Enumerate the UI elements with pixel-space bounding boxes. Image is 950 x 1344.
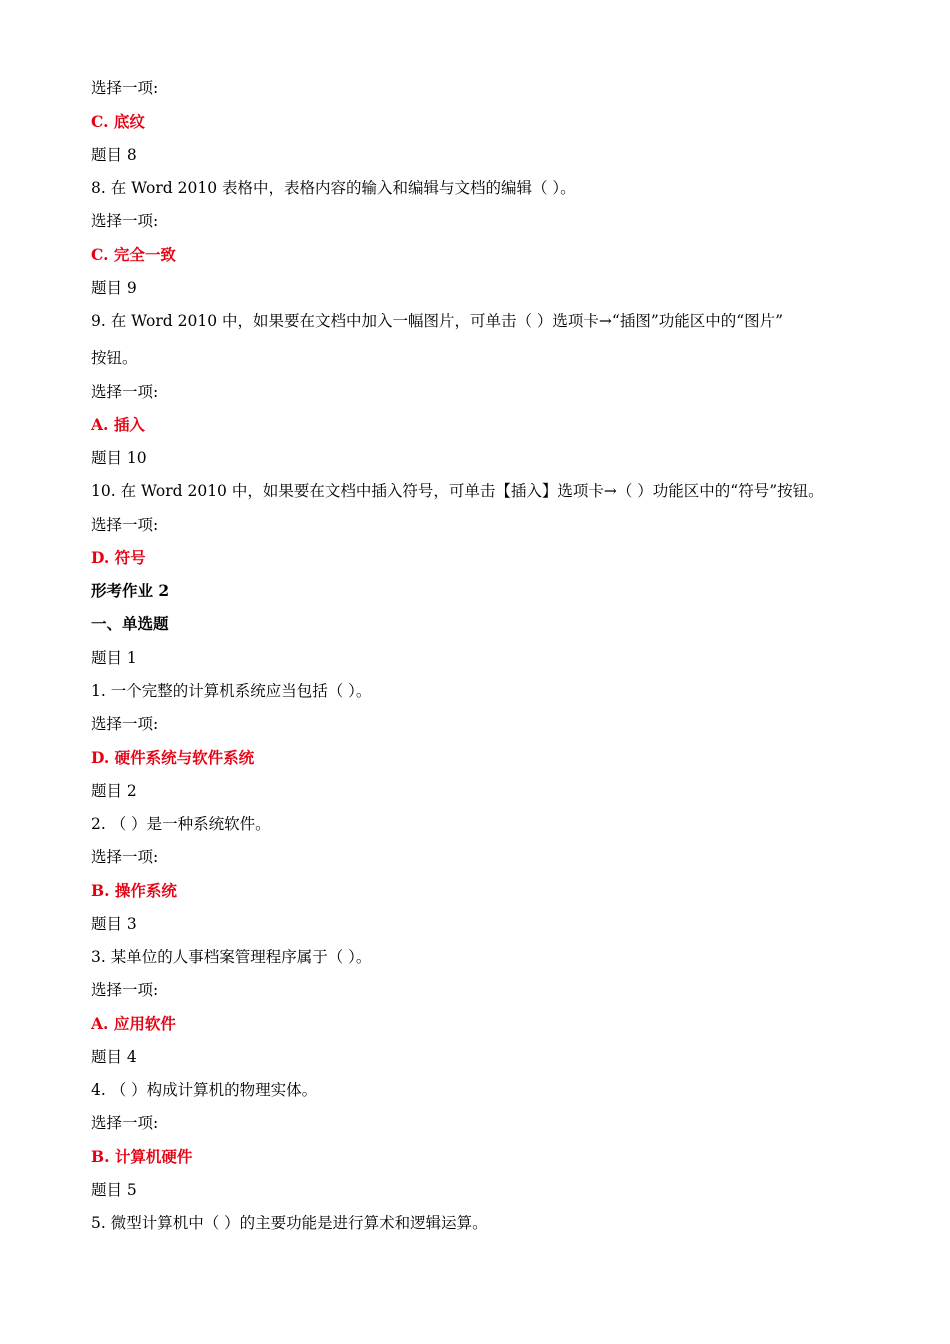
answer-text: B. 操作系统 (91, 881, 177, 900)
question-text: 4. （ ）构成计算机的物理实体。 (91, 1081, 318, 1099)
question-text: 8. 在 Word 2010 表格中，表格内容的输入和编辑与文档的编辑（ ）。 (91, 179, 576, 197)
answer-text: D. 符号 (91, 548, 146, 567)
choose-one-label: 选择一项: (91, 516, 159, 534)
question-number: 题目 4 (91, 1048, 137, 1066)
answer-text: C. 底纹 (91, 112, 145, 131)
choose-one-label: 选择一项: (91, 981, 159, 999)
question-number: 题目 2 (91, 782, 137, 800)
question-text: 10. 在 Word 2010 中，如果要在文档中插入符号，可单击【插入】选项卡→（ ）功能区中的“符号”按钮。 (91, 482, 824, 500)
question-number: 题目 3 (91, 915, 137, 933)
answer-text: C. 完全一致 (91, 245, 176, 264)
question-number: 题目 10 (91, 449, 147, 467)
question-text-continued: 按钮。 (91, 349, 138, 367)
choose-one-label: 选择一项: (91, 79, 159, 97)
choose-one-label: 选择一项: (91, 1114, 159, 1132)
subsection-heading: 一、单选题 (91, 614, 169, 633)
question-text: 5. 微型计算机中（ ）的主要功能是进行算术和逻辑运算。 (91, 1214, 488, 1232)
question-text: 1. 一个完整的计算机系统应当包括（ ）。 (91, 682, 372, 700)
question-number: 题目 9 (91, 279, 137, 297)
question-number: 题目 5 (91, 1181, 137, 1199)
choose-one-label: 选择一项: (91, 383, 159, 401)
answer-text: A. 插入 (91, 415, 145, 434)
question-text: 9. 在 Word 2010 中，如果要在文档中加入一幅图片，可单击（ ）选项卡→“插图”功能区中的“图片” (91, 312, 784, 330)
choose-one-label: 选择一项: (91, 715, 159, 733)
question-number: 题目 8 (91, 146, 137, 164)
choose-one-label: 选择一项: (91, 212, 159, 230)
answer-text: A. 应用软件 (91, 1014, 176, 1033)
section-heading: 形考作业 2 (91, 581, 170, 600)
answer-text: D. 硬件系统与软件系统 (91, 748, 255, 767)
question-number: 题目 1 (91, 649, 137, 667)
choose-one-label: 选择一项: (91, 848, 159, 866)
question-text: 2. （ ）是一种系统软件。 (91, 815, 271, 833)
answer-text: B. 计算机硬件 (91, 1147, 193, 1166)
question-text: 3. 某单位的人事档案管理程序属于（ ）。 (91, 948, 372, 966)
